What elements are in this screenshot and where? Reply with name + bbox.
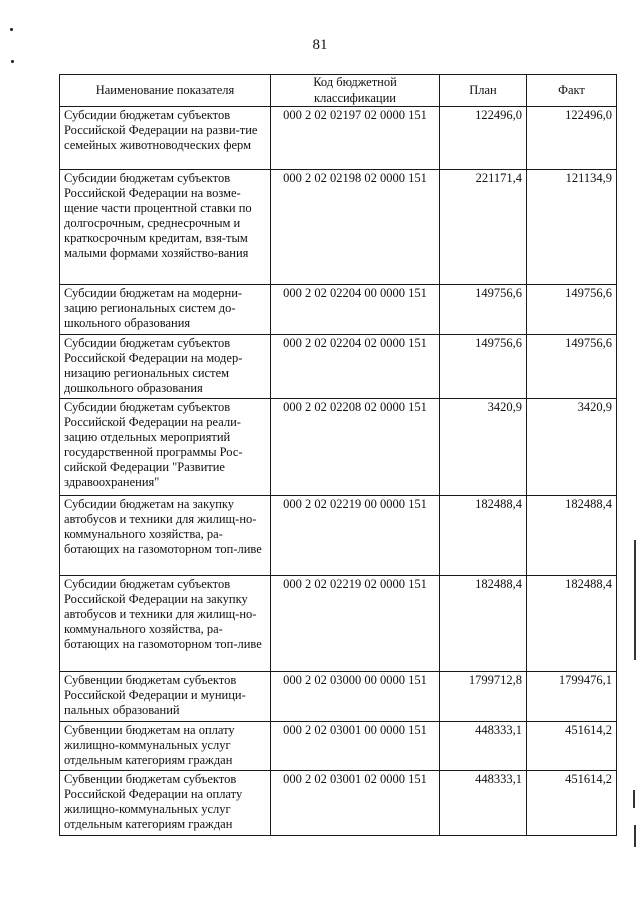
table-row	[60, 576, 617, 672]
row-plan: 221171,4	[440, 170, 527, 285]
row-code: 000 2 02 02204 02 0000 151	[271, 335, 440, 399]
table-row	[60, 170, 617, 285]
row-name: Субсидии бюджетам на модерни-зацию региональных систем до-школьного образования	[60, 285, 271, 335]
row-name: Субсидии бюджетам субъектов Российской Федерации на возме-щение части процентной ставки по долгосрочным, среднесрочным и краткосрочным кредитам, взя-тым малыми формами хозяйство-вания	[60, 170, 271, 285]
row-fact: 1799476,1	[527, 672, 617, 722]
row-fact: 122496,0	[527, 107, 617, 170]
header-fact: Факт	[527, 75, 617, 107]
row-code: 000 2 02 02219 02 0000 151	[271, 576, 440, 672]
row-plan: 149756,6	[440, 285, 527, 335]
scan-edge-mark	[633, 790, 635, 808]
row-fact: 451614,2	[527, 771, 617, 836]
row-name: Субвенции бюджетам субъектов Российской Федерации на оплату жилищно-коммунальных услуг отдельным категориям граждан	[60, 771, 271, 836]
row-code: 000 2 02 02204 00 0000 151	[271, 285, 440, 335]
row-plan: 448333,1	[440, 771, 527, 836]
table-header-row	[60, 75, 617, 107]
row-name: Субсидии бюджетам субъектов Российской Федерации на разви-тие семейных животноводческих ферм	[60, 107, 271, 170]
budget-table	[59, 74, 617, 836]
row-plan: 149756,6	[440, 335, 527, 399]
row-name: Субсидии бюджетам субъектов Российской Федерации на реали-зацию отдельных мероприятий государственной программы Рос-сийской Федерации "Развитие здравоохранения"	[60, 399, 271, 496]
row-plan: 1799712,8	[440, 672, 527, 722]
table-row	[60, 496, 617, 576]
scan-speck	[11, 60, 14, 63]
header-name: Наименование показателя	[60, 75, 271, 107]
row-name: Субсидии бюджетам на закупку автобусов и техники для жилищ-но-коммунального хозяйства, ра-ботающих на газомоторном топ-ливе	[60, 496, 271, 576]
table-row	[60, 285, 617, 335]
row-plan: 3420,9	[440, 399, 527, 496]
header-code: Код бюджетной классификации	[271, 75, 440, 107]
row-plan: 182488,4	[440, 496, 527, 576]
row-fact: 149756,6	[527, 285, 617, 335]
table-row	[60, 399, 617, 496]
row-fact: 3420,9	[527, 399, 617, 496]
table-row	[60, 771, 617, 836]
row-plan: 122496,0	[440, 107, 527, 170]
row-code: 000 2 02 03001 02 0000 151	[271, 771, 440, 836]
row-code: 000 2 02 03001 00 0000 151	[271, 722, 440, 771]
row-name: Субвенции бюджетам на оплату жилищно-коммунальных услуг отдельным категориям граждан	[60, 722, 271, 771]
page-number: 81	[312, 37, 328, 53]
row-code: 000 2 02 02198 02 0000 151	[271, 170, 440, 285]
row-plan: 448333,1	[440, 722, 527, 771]
table-row	[60, 722, 617, 771]
table-row	[60, 335, 617, 399]
row-plan: 182488,4	[440, 576, 527, 672]
row-code: 000 2 02 02197 02 0000 151	[271, 107, 440, 170]
scan-edge-mark	[634, 540, 636, 660]
table-row	[60, 672, 617, 722]
row-fact: 149756,6	[527, 335, 617, 399]
table-row	[60, 107, 617, 170]
row-code: 000 2 02 02208 02 0000 151	[271, 399, 440, 496]
scan-edge-mark	[634, 825, 636, 847]
row-fact: 121134,9	[527, 170, 617, 285]
row-name: Субвенции бюджетам субъектов Российской Федерации и муници-пальных образований	[60, 672, 271, 722]
header-plan: План	[440, 75, 527, 107]
row-code: 000 2 02 03000 00 0000 151	[271, 672, 440, 722]
row-code: 000 2 02 02219 00 0000 151	[271, 496, 440, 576]
row-name: Субсидии бюджетам субъектов Российской Федерации на модер-низацию региональных систем дошкольного образования	[60, 335, 271, 399]
scan-speck	[10, 28, 13, 31]
row-fact: 182488,4	[527, 496, 617, 576]
row-fact: 182488,4	[527, 576, 617, 672]
row-fact: 451614,2	[527, 722, 617, 771]
row-name: Субсидии бюджетам субъектов Российской Федерации на закупку автобусов и техники для жилищ-но-коммунального хозяйства, ра-ботающих на газомоторном топ-ливе	[60, 576, 271, 672]
